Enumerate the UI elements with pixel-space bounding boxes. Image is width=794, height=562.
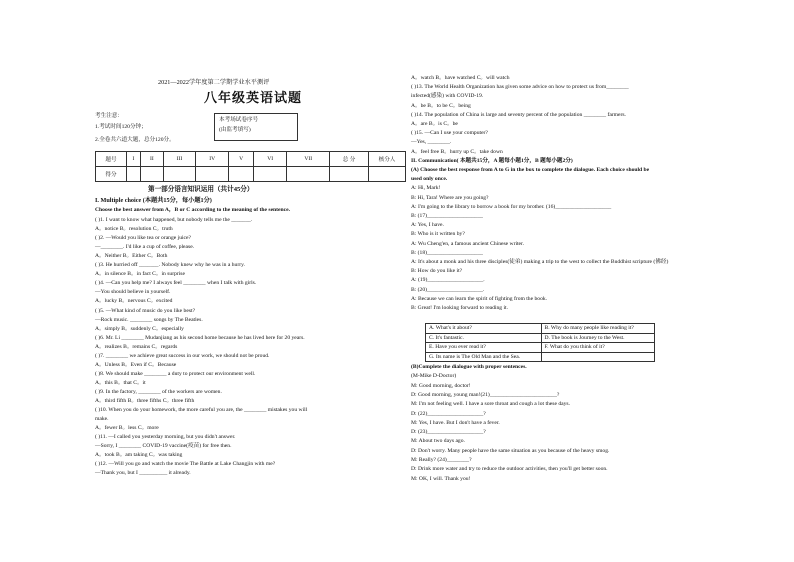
right-lines-line: ( )14. The population of China is large and seventy percent of the population ________ farmers. — [411, 111, 626, 118]
right-lines-line: used only once. — [411, 176, 448, 183]
score-head-8: 总 分 — [330, 152, 369, 167]
left-lines-line: —Rock music. ________ songs by The Beatles. — [95, 316, 203, 323]
seat-box-line-1: 本考场试卷序号 — [219, 117, 259, 123]
options-box — [425, 323, 655, 362]
right-lines-b-line: D: Good morning, young man!(21)________________________? — [411, 391, 560, 398]
left-lines-line: —You should believe in yourself. — [95, 289, 171, 296]
left-lines-line: —Thank you, but I __________ it already. — [95, 470, 191, 477]
right-lines-line: (A) Choose the best response from A to G in the box to complete the dialogue. Each choice should be — [411, 167, 650, 173]
score-cell[interactable] — [369, 167, 406, 182]
right-lines-line: A: I'm going to the library to borrow a book for my brother. (16)____________________ — [411, 203, 612, 210]
right-lines-b-line: M: I'm not feeling well. I have a sore throat and cough a lot these days. — [411, 401, 570, 408]
right-lines-b-line: D: (23)____________________? — [411, 429, 486, 436]
right-lines-line: A: (19)____________________. — [411, 277, 485, 284]
left-lines-line: ( )12. —Will you go and watch the movie The Battle at Lake Changjin with me? — [95, 461, 276, 468]
score-head-9: 核分人 — [369, 152, 406, 167]
right-lines-line: ( )15. —Can I use your computer? — [411, 130, 488, 137]
left-lines-line: ( )8. We should make ________ a duty to protect our environment well. — [95, 370, 256, 377]
right-lines-line: B: Who is it written by? — [411, 231, 465, 238]
right-lines-b-line: M: OK, I will. Thank you! — [411, 475, 471, 482]
right-lines-line: A: Yes, I have. — [411, 222, 444, 229]
right-lines-line: B: (18)____________________ — [411, 249, 483, 256]
left-lines-line: ( )1. I want to know what happened, but nobody tells me the _______. — [95, 217, 253, 223]
right-lines-line: A: Wu Cheng'en, a famous ancient Chinese writer. — [411, 240, 524, 247]
right-lines-line: infected(感染) with COVID-19. — [411, 93, 484, 100]
right-lines-b-line: (M-Mike D-Doctor) — [411, 373, 457, 380]
seat-box-line-2: (由监考填写) — [219, 127, 251, 133]
seat-number-box — [214, 113, 298, 141]
left-lines-line: ( )5. —What kind of music do you like best? — [95, 307, 196, 314]
score-head-2: II — [140, 152, 163, 167]
score-cell[interactable] — [127, 167, 141, 182]
option-d: D. The book is Journey to the West. — [541, 333, 655, 343]
right-lines-b-line: D: Don't worry. Many people have the same situation as you because of the heavy smog. — [411, 447, 610, 454]
left-lines-line: make. — [95, 416, 109, 423]
left-lines-line: ( )4. —Can you help me? I always feel ________ when I talk with girls. — [95, 280, 257, 287]
score-cell[interactable] — [253, 167, 287, 182]
score-head-5: V — [229, 152, 253, 167]
left-lines-line: A。lucky B。nervous C。excited — [95, 298, 173, 305]
right-lines-line: A。be B。to be C。being — [411, 102, 471, 109]
right-lines-b-line: M: Really? (24)________? — [411, 457, 472, 463]
right-lines-b-line: M: Good morning, doctor! — [411, 382, 471, 389]
left-lines-line: A。fewer B。less C。more — [95, 425, 159, 432]
right-lines-line: A: It's about a monk and his three disciples(徒弟) making a trip to the west to collect the Buddhist scripture (佛经) — [411, 259, 669, 265]
left-lines-line: —________. I'd like a cup of coffee, please. — [95, 244, 195, 251]
right-lines-line: B: Hi, Tara! Where are you going? — [411, 194, 489, 201]
left-lines-line: ( )7. ________ we achieve great success in our work, we should not be proud. — [95, 352, 270, 359]
score-head-6: VI — [253, 152, 287, 167]
right-lines-line: —Yes, ________. — [411, 139, 452, 146]
option-b: B. Why do many people like reading it? — [541, 324, 655, 334]
score-head-3: III — [163, 152, 195, 167]
section1-title: I. Multiple choice (本题共15分，每小题1分) — [95, 197, 212, 204]
score-cell[interactable] — [229, 167, 253, 182]
left-lines-line: ( )9. In the factory, ________ of the workers are women. — [95, 388, 222, 395]
option-empty — [541, 352, 655, 362]
score-head-0: 题号 — [96, 152, 127, 167]
score-table — [95, 151, 406, 182]
left-lines-line: ( )6. Mr. Li ________ Mudanjiang as his second home because he has lived here for 20 years. — [95, 334, 305, 341]
right-lines-line: A: Because we can learn the spirit of fighting from the book. — [411, 295, 548, 302]
left-lines-line: A。in silence B。in fact C。in surprise — [95, 271, 185, 278]
right-lines-line: A。watch B。have watched C。will watch — [411, 75, 510, 81]
right-lines-line: B: (20)____________________. — [411, 286, 485, 293]
exam-title: 八年级英语试题 — [204, 90, 303, 105]
left-lines-line: A。simply B。suddenly C。especially — [95, 325, 184, 332]
right-lines-line: B: How do you like it? — [411, 268, 463, 275]
score-head-7: VII — [287, 152, 330, 167]
left-lines-line: ( )11. —I called you yesterday morning, but you didn't answer. — [95, 434, 236, 441]
right-lines-b-line: M: About two days ago. — [411, 438, 465, 445]
note-2: 2.全卷共六道大题，总分120分。 — [95, 137, 175, 143]
right-lines-line: A: Hi, Mark! — [411, 185, 441, 192]
score-head-4: IV — [195, 152, 229, 167]
left-lines-line: A。third fifth B。three fifths C。three fifth — [95, 398, 195, 404]
left-lines-line: A。Neither B。Either C。Both — [95, 253, 168, 260]
score-cell[interactable] — [195, 167, 229, 182]
right-lines-b-line: D: Drink more water and try to reduce the outdoor activities, then you'll get better soon. — [411, 466, 608, 473]
right-lines-b-line: (B)Complete the dialogue with proper sentences. — [411, 364, 527, 370]
option-f: F. What do you think of it? — [541, 343, 655, 353]
left-lines-line: A。this B。that C。it — [95, 379, 146, 386]
score-cell[interactable] — [330, 167, 369, 182]
right-lines-b-line: M: Yes, I have. But I don't have a fever. — [411, 419, 500, 426]
left-lines-line: A。realizes B。remains C。regards — [95, 343, 178, 350]
left-lines-line: ( )3. He hurried off _______. Nobody knew why he was in a hurry. — [95, 262, 245, 269]
score-cell[interactable] — [287, 167, 330, 182]
option-c: C. It's fantastic. — [426, 333, 542, 343]
left-lines-line: A。took B。am taking C。was taking — [95, 452, 183, 459]
notes-title: 考生注意： — [95, 113, 123, 119]
section1-instruction: Choose the best answer from A，B or C according to the meaning of the sentence. — [95, 207, 290, 213]
part1-title: 第一部分语言知识运用（共计45分） — [148, 186, 254, 193]
score-cell[interactable] — [140, 167, 163, 182]
right-lines-line: A。are B。is C。be — [411, 121, 458, 127]
score-cell[interactable] — [163, 167, 195, 182]
option-a: A. What's it about? — [426, 324, 542, 334]
left-lines-line: —Sorry, I ________ COVID-19 vaccine(疫苗) for free then. — [95, 443, 232, 450]
note-1: 1.考试时间120分钟； — [95, 124, 147, 130]
right-lines-line: ( )13. The World Health Organization has given some advice on how to protect us from________ — [411, 84, 629, 91]
right-lines-line: A。feel free B。hurry up C。take down — [411, 148, 503, 155]
option-e: E. Have you ever read it? — [426, 343, 542, 353]
left-lines-line: ( )2. —Would you like tea or orange juice? — [95, 235, 192, 242]
right-lines-line: II. Communication( 本题共15分，A 题每小题1分，B 题每小题2分) — [411, 157, 573, 164]
score-row-label: 得分 — [96, 167, 127, 182]
left-lines-line: A。notice B。resolution C。truth — [95, 226, 173, 233]
right-lines-line: B: Great! I'm looking forward to reading it. — [411, 305, 509, 311]
left-lines-line: A。Unless B。Even if C。Because — [95, 361, 177, 368]
school-year-title: 2021—2022学年度第二学期学业水平测评 — [158, 79, 270, 86]
right-lines-b-line: D: (22)____________________? — [411, 410, 486, 417]
right-lines-line: B: (17)____________________ — [411, 213, 483, 219]
left-lines-line: ( )10. When you do your homework, the more careful you are, the ________ mistakes you will — [95, 407, 308, 414]
score-head-1: I — [127, 152, 141, 167]
option-g: G. Its name is The Old Man and the Sea. — [426, 352, 542, 362]
